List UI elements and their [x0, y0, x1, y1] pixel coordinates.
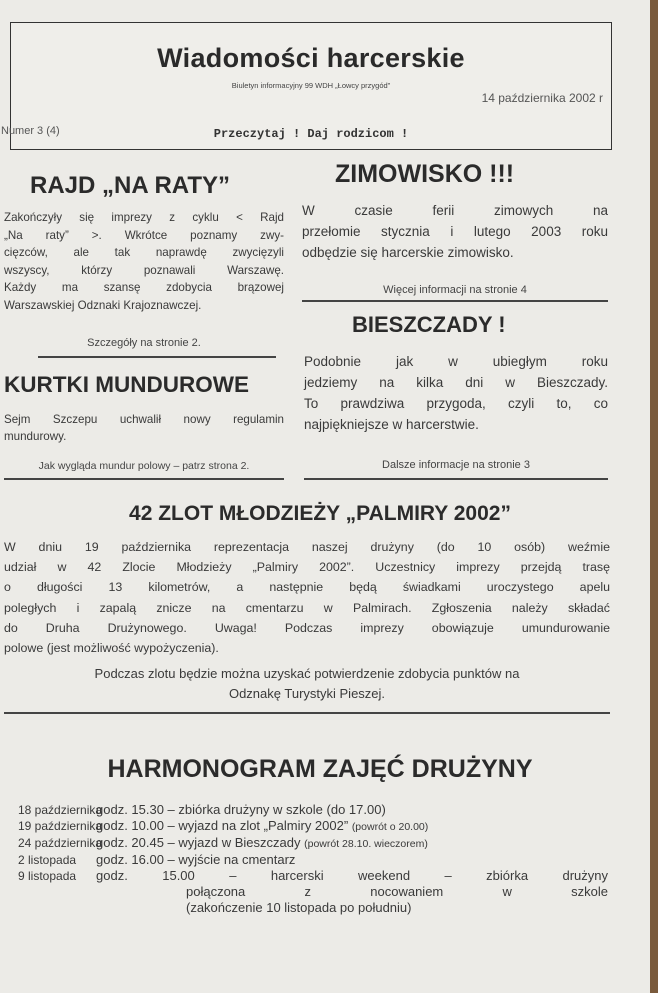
- zlot-line: W dniu 19 października reprezentacja naszej drużyny (do 10 osób) weźmie: [4, 540, 610, 554]
- rajd-line: cięzców, ale tak naprawdę zwycięzyli: [4, 246, 284, 259]
- rajd-line: Każdy ma szansę zdobycia brązowej: [4, 281, 284, 294]
- rajd-heading: RAJD „NA RATY”: [30, 172, 231, 199]
- zlot-heading: 42 ZLOT MŁODZIEŻY „PALMIRY 2002”: [129, 502, 511, 525]
- rajd-line: Zakończyły się imprezy z cyklu < Rajd: [4, 211, 284, 224]
- zimowisko-note: Więcej informacji na stronie 4: [383, 284, 527, 296]
- rajd-body: [4, 209, 284, 314]
- schedule-row: [18, 818, 638, 835]
- rajd-note: Szczegóły na stronie 2.: [87, 337, 201, 349]
- zlot-footer: [4, 664, 610, 704]
- kurtki-heading: KURTKI MUNDUROWE: [4, 372, 249, 397]
- zlot-line: udział w 42 Zlocie Młodzieży „Palmiry 2002”. Uczestnicy imprezy przejdą trasę: [4, 560, 610, 575]
- rajd-line: wszyscy, którzy poznawali Warszawę.: [4, 263, 284, 277]
- zimowisko-body: [302, 200, 608, 263]
- zlot-line: poległych i zapalą znicze na cmentarzu w Palmirach. Zgłoszenia należy składać: [4, 600, 610, 615]
- bieszczady-line: najpiękniejsze w harcerstwie.: [304, 417, 479, 432]
- bieszczady-heading: BIESZCZADY !: [352, 312, 506, 337]
- schedule-extra: (powrót 28.10. wieczorem): [304, 838, 428, 850]
- zimowisko-divider: [302, 300, 608, 302]
- rajd-line: Warszawskiej Odznaki Krajoznawczej.: [4, 298, 202, 312]
- kurtki-note: Jak wygląda mundur polowy – patrz strona 2.: [38, 460, 250, 472]
- bieszczady-line: To prawdziwa przygoda, czyli to, co: [304, 396, 608, 411]
- schedule-date: 2 listopada: [18, 853, 77, 867]
- zlot-line: o długości 13 kilometrów, a następnie będą świadkami uroczystego apelu: [4, 580, 610, 595]
- zlot-line: polowe (jest możliwość wypożyczenia).: [4, 641, 219, 656]
- bieszczady-line: Podobnie jak w ubiegłym roku: [304, 354, 608, 369]
- bieszczady-line: jedziemy na kilka dni w Bieszczady.: [304, 375, 608, 390]
- zlot-body: [4, 537, 610, 658]
- schedule-text: godz. 15.30 – zbiórka drużyny w szkole (do 17.00): [96, 802, 386, 817]
- schedule-text: godz. 20.45 – wyjazd w Bieszczady: [96, 835, 301, 850]
- zlot-footer-line: Podczas zlotu będzie można uzyskać potwierdzenie zdobycia punktów na: [94, 666, 520, 681]
- schedule-row: [18, 835, 638, 852]
- issue-number: Numer 3 (4): [1, 125, 60, 137]
- zimowisko-line: W czasie ferii zimowych na: [302, 203, 608, 218]
- schedule-row: [18, 852, 638, 868]
- kurtki-divider: [4, 478, 284, 480]
- schedule-date: 19 października: [18, 819, 103, 833]
- schedule-continuation-line: połączona z nocowaniem w szkole: [186, 884, 608, 899]
- slogan: Przeczytaj ! Daj rodzicom !: [213, 127, 409, 141]
- rajd-divider: [38, 356, 276, 358]
- kurtki-body: [4, 411, 284, 445]
- newsletter-subtitle: Biuletyn informacyjny 99 WDH „Łowcy przygód”: [231, 81, 391, 90]
- schedule-extra: (powrót o 20.00): [351, 821, 429, 833]
- schedule-date: 18 października: [18, 803, 103, 817]
- schedule-text: godz. 15.00 – harcerski weekend – zbiórka drużyny: [96, 868, 608, 883]
- schedule-row: [18, 868, 638, 884]
- zimowisko-line: odbędzie się harcerskie zimowisko.: [302, 245, 514, 260]
- zimowisko-line: przełomie stycznia i lutego 2003 roku: [302, 224, 608, 239]
- issue-date: 14 października 2002 r: [481, 91, 603, 105]
- newsletter-title: Wiadomości harcerskie: [157, 43, 465, 73]
- schedule-row: [18, 802, 638, 818]
- kurtki-line: Sejm Szczepu uchwalił nowy regulamin: [4, 413, 284, 426]
- zlot-line: do Druha Drużynowego. Uwaga! Podczas imprezy obowiązuje umundurowanie: [4, 620, 610, 635]
- masthead-box: [1, 22, 612, 150]
- schedule-continuation: [18, 884, 638, 916]
- zlot-footer-line: Odznakę Turystyki Pieszej.: [228, 686, 386, 701]
- zimowisko-heading: ZIMOWISKO !!!: [335, 160, 515, 188]
- bieszczady-body: [304, 351, 608, 435]
- schedule-list: [18, 802, 638, 916]
- schedule-text: godz. 16.00 – wyjście na cmentarz: [96, 852, 296, 867]
- schedule-text: godz. 10.00 – wyjazd na zlot „Palmiry 2002”: [96, 818, 349, 833]
- schedule-date: 24 października: [18, 836, 103, 850]
- bieszczady-note: Dalsze informacje na stronie 3: [382, 459, 530, 471]
- bieszczady-divider: [304, 478, 608, 480]
- schedule-continuation-line: (zakończenie 10 listopada po południu): [186, 900, 412, 915]
- schedule-date: 9 listopada: [18, 869, 77, 883]
- kurtki-line: mundurowy.: [4, 430, 67, 443]
- zlot-divider: [4, 712, 610, 714]
- rajd-line: „Na raty” >. Wkrótce poznamy zwy-: [4, 228, 284, 242]
- harmonogram-heading: HARMONOGRAM ZAJĘĆ DRUŻYNY: [107, 755, 533, 783]
